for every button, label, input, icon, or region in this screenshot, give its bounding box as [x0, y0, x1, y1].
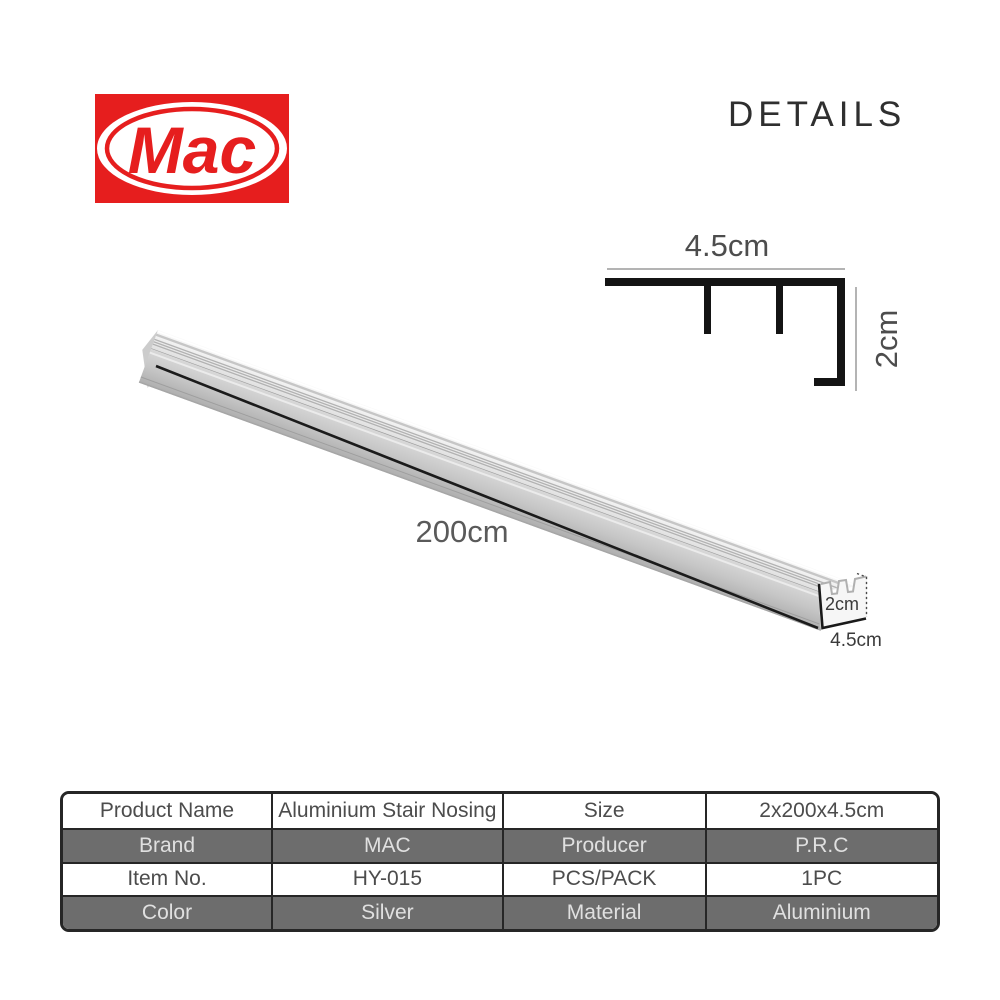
cross-section-height-label: 2cm [868, 309, 904, 369]
cell-brand-label: Brand [63, 828, 271, 862]
cell-product-name-label: Product Name [63, 794, 271, 828]
product-render [131, 327, 882, 651]
page-title: DETAILS [728, 95, 907, 134]
cell-color-label: Color [63, 895, 271, 929]
cell-product-name-value: Aluminium Stair Nosing [271, 794, 502, 828]
cell-pcs-pack-label: PCS/PACK [502, 862, 705, 896]
cross-section-diagram [605, 228, 904, 391]
end-height-label: 2cm [824, 594, 860, 614]
cell-producer-value: P.R.C [705, 828, 937, 862]
profile-outline [605, 278, 845, 386]
cell-producer-label: Producer [502, 828, 705, 862]
cross-section-width-label: 4.5cm [684, 228, 770, 263]
cell-material-label: Material [502, 895, 705, 929]
length-dimension-line [156, 366, 818, 628]
bar-front-face [139, 349, 834, 631]
cell-material-value: Aluminium [705, 895, 937, 929]
end-width-label: 4.5cm [830, 630, 882, 651]
cell-pcs-pack-value: 1PC [705, 862, 937, 896]
cell-item-no-value: HY-015 [271, 862, 502, 896]
cell-size-label: Size [502, 794, 705, 828]
logo-text: Mac [127, 113, 257, 187]
cell-size-value: 2x200x4.5cm [705, 794, 937, 828]
cell-color-value: Silver [271, 895, 502, 929]
cell-item-no-label: Item No. [63, 862, 271, 896]
spec-table [60, 791, 940, 932]
length-label: 200cm [415, 514, 509, 549]
cell-brand-value: MAC [271, 828, 502, 862]
